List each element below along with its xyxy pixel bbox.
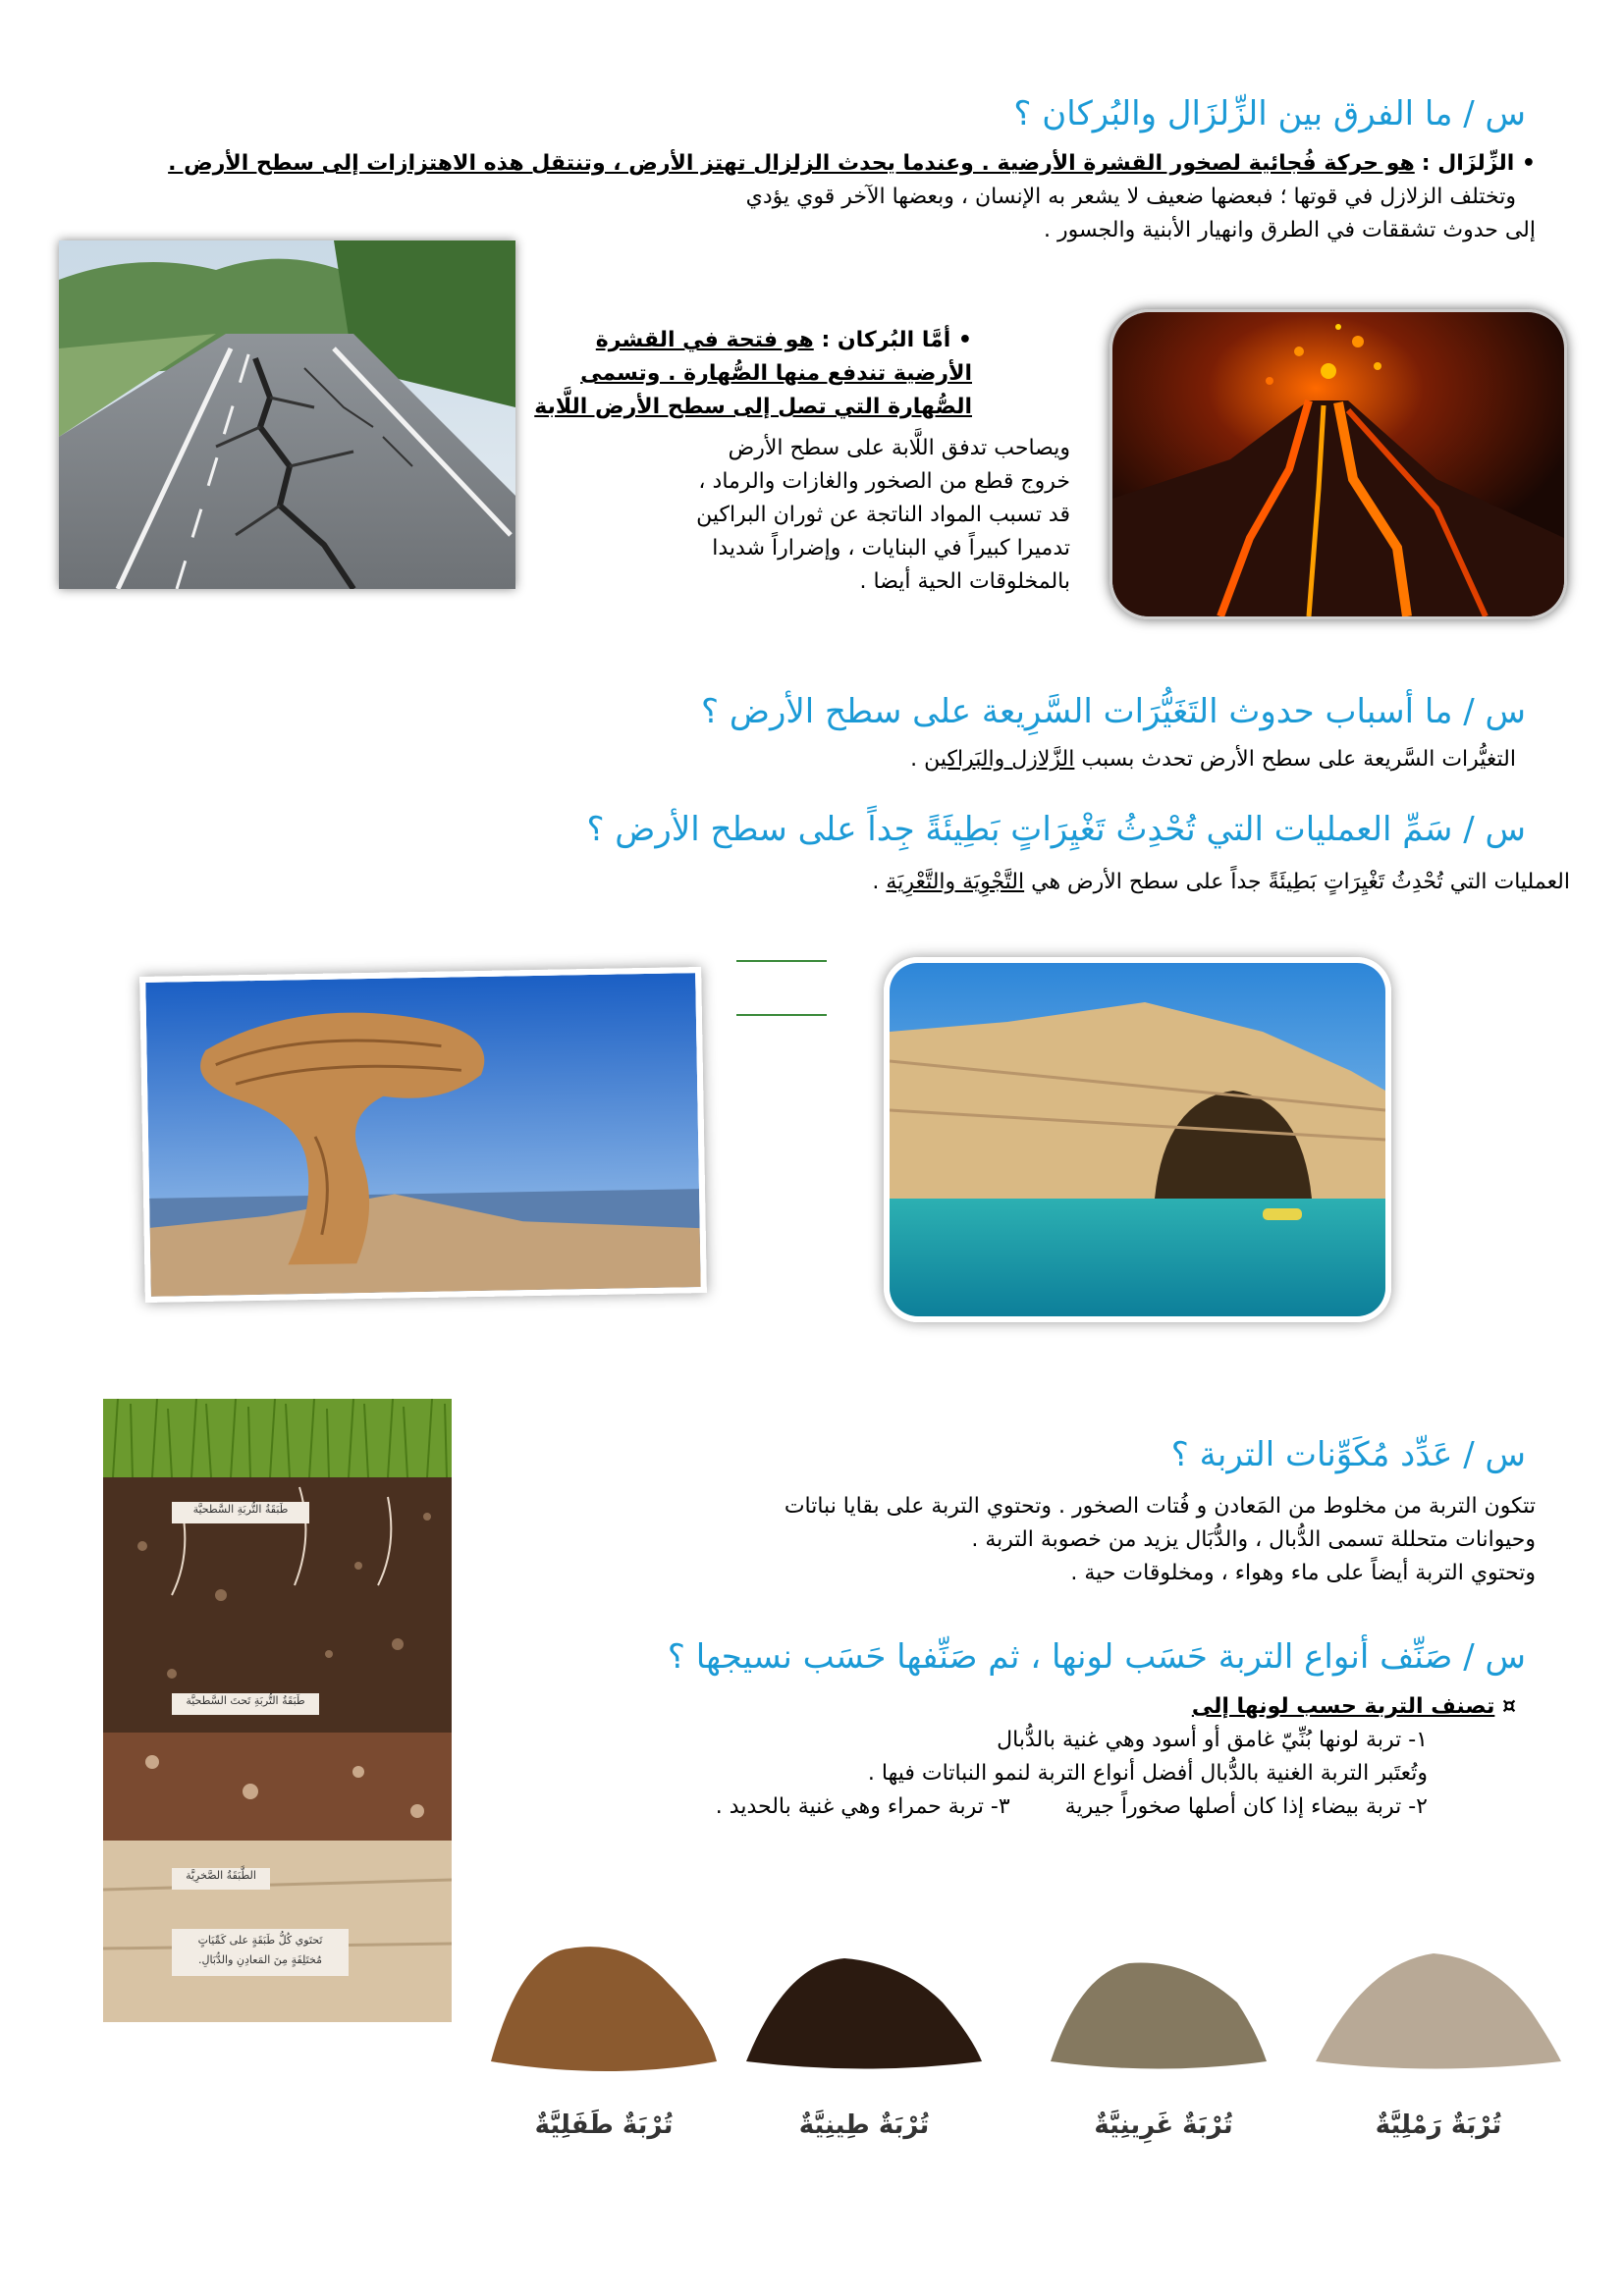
sea-arch-image — [884, 957, 1391, 1322]
q4-line: وتحتوي التربة أيضاً على ماء وهواء ، ومخلوقات حية . — [1070, 1561, 1536, 1585]
q5-line: ١- تربة لونها بُنِّيّ غامق أو أسود وهي غنية بالدُّبال — [997, 1728, 1428, 1752]
q3-answer-underlined: التَّجْوِيَة والتَّعْرِيَة — [886, 870, 1025, 894]
earthquake-def: هو حركة فُجائية لصخور القشرة الأرضية . وعندما يحدث الزلزال تهتز الأرض ، وتنتقل هذه الاهتزازات إلى سطح الأرض . — [168, 151, 1415, 176]
volcano-line: تدميرا كبيراً في البنايات ، وإضراراً شديدا — [712, 536, 1070, 561]
q2-answer-prefix: التغيُّرات السَّريعة على سطح الأرض تحدث بسبب — [1081, 747, 1516, 772]
soil-layer-subsurface-label: طَبَقَةُ التُّربَةِ تَحتَ السَّطحيَّة — [186, 1694, 305, 1707]
earthquake-line-2: وتختلف الزلازل في قوتها ؛ فبعضها ضعيف لا يشعر به الإنسان ، وبعضها الآخر قوي يؤدي — [745, 185, 1516, 209]
q5-line: ٢- تربة بيضاء إذا كان أصلها صخوراً جيرية ٣- تربة حمراء وهي غنية بالحديد . — [715, 1794, 1428, 1819]
q5-lines — [716, 1724, 1428, 1824]
q5-heading-text: تصنف التربة حسب لونها إلى — [1191, 1694, 1495, 1719]
volcano-image — [1110, 309, 1567, 619]
volcano-def-1: هو فتحة في القشرة — [595, 328, 814, 352]
soil-type-label-silt: تُرْبَةٌ غَرِينِيَّةٌ — [1094, 2110, 1233, 2140]
soil-layer-note-line: مُختَلِفَةٍ مِنَ المَعادِنِ والدُّبَالِ. — [198, 1953, 322, 1966]
volcano-label: • أمَّا البُركان : — [821, 328, 972, 352]
earthquake-definition — [63, 147, 1536, 181]
volcano-def-3: الصُّهارة التي تصل إلى سطح الأرض اللَّابة — [534, 395, 972, 419]
q5-line: وتُعتَبر التربة الغنية بالدُّبال أفضل أنواع التربة لنمو النباتات فيها . — [867, 1761, 1428, 1786]
q3-title: س / سَمِّ العمليات التي تُحْدِثُ تَغْيِرَاتٍ بَطِيئَةً جِداً على سطح الأرض ؟ — [586, 810, 1526, 849]
volcano-line: بالمخلوقات الحية أيضا . — [859, 569, 1070, 594]
q4-line: وحيوانات متحللة تسمى الدُّبال ، والدُّبَال يزيد من خصوبة التربة . — [971, 1527, 1536, 1552]
earthquake-label: • الزِّلزَال : — [1421, 151, 1536, 176]
soil-type-label-sandy: تُرْبَةٌ رَمْلِيَّةٌ — [1375, 2110, 1502, 2140]
soil-layer-surface-label: طَبَقَةُ التُّربَةِ السَّطحيَّة — [192, 1503, 289, 1516]
soil-types-image — [461, 1895, 1591, 2179]
soil-layer-note — [172, 1931, 349, 1970]
soil-profile-image — [103, 1399, 452, 2022]
earthquake-line-3: إلى حدوث تشققات في الطرق وانهيار الأبنية والجسور . — [1044, 218, 1536, 242]
soil-type-label-loam: تُرْبَةٌ طَفَلِيَّةٌ — [534, 2110, 674, 2140]
rock-formation-image — [139, 967, 707, 1303]
volcano-definition — [534, 324, 972, 424]
volcano-details — [579, 432, 1070, 599]
q2-answer-underlined: الزَّلازل والبَراكين — [924, 747, 1075, 772]
q2-answer-suffix: . — [910, 747, 925, 772]
divider — [736, 1014, 827, 1016]
divider — [736, 960, 827, 962]
q2-title: س / ما أسباب حدوث التَغَيُّرَات السَّرِيعة على سطح الأرض ؟ — [700, 692, 1526, 731]
q3-answer-suffix: . — [872, 870, 887, 894]
q4-line: تتكون التربة من مخلوط من المَعادن و فُتات الصخور . وتحتوي التربة على بقايا نباتات — [784, 1494, 1536, 1519]
q4-answer — [785, 1490, 1536, 1590]
volcano-line: قد تسبب المواد الناتجة عن ثوران البراكين — [696, 503, 1070, 527]
q4-title: س / عَدِّد مُكَوِّنات التربة ؟ — [1170, 1435, 1526, 1474]
q5-heading-bullet: ¤ — [1502, 1694, 1516, 1719]
soil-type-label-clay: تُرْبَةٌ طِينِيَّةٌ — [798, 2110, 930, 2140]
cracked-road-image — [59, 240, 515, 589]
q3-answer — [872, 866, 1570, 899]
soil-layer-rock-label: الطَّبَقَةُ الصَّخرِيَّة — [186, 1869, 256, 1882]
q5-heading — [1192, 1690, 1516, 1724]
volcano-def-2: الأرضية تندفع منها الصُّهارة . وتسمى — [580, 361, 972, 386]
q3-answer-prefix: العمليات التي تُحْدِثُ تَغْيِرَاتٍ بَطِيئَةً جداً على سطح الأرض هي — [1031, 870, 1570, 894]
q2-answer — [910, 743, 1516, 776]
volcano-line: خروج قطع من الصخور والغازات والرماد ، — [698, 469, 1070, 494]
soil-layer-note-line: تَحتَوي كُلُّ طَبَقَةٍ على كَمِّيَاتٍ — [197, 1934, 323, 1947]
q1-title: س / ما الفرق بين الزِّلزَال والبُركان ؟ — [1013, 94, 1526, 133]
q5-title: س / صَنِّف أنواع التربة حَسَب لونها ، ثم صَنِّفها حَسَب نسيجها ؟ — [667, 1637, 1526, 1677]
volcano-line: ويصاحب تدفق اللَّابة على سطح الأرض — [728, 436, 1070, 460]
